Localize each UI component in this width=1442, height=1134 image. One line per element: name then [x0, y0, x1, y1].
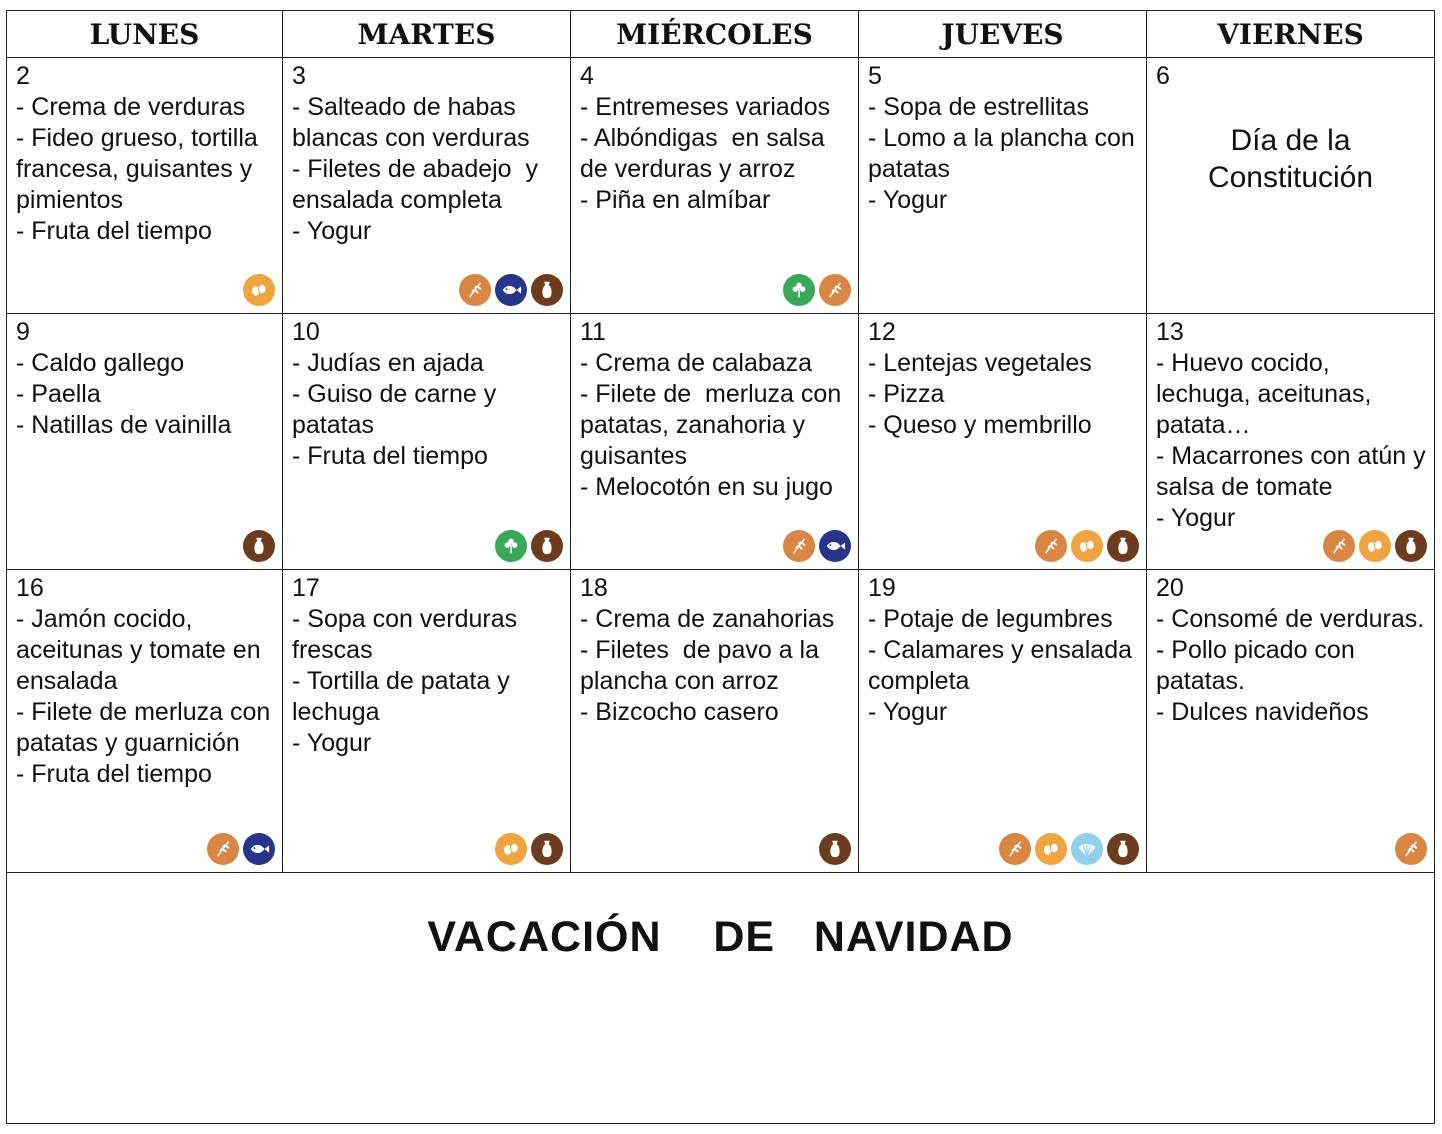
fish-icon — [243, 833, 275, 865]
day-number: 18 — [580, 574, 608, 602]
menu-dish: - Yogur — [292, 217, 372, 245]
day-cell — [1147, 314, 1435, 570]
menu-dish: - Huevo cocido, lechuga, aceitunas, patata… — [1156, 349, 1379, 439]
day-cell — [7, 570, 283, 873]
egg-icon — [1359, 530, 1391, 562]
egg-icon — [1035, 833, 1067, 865]
gluten-icon — [1323, 530, 1355, 562]
allergen-icons — [207, 833, 275, 865]
menu-dish: - Albóndigas en salsa de verduras y arroz — [580, 124, 832, 183]
day-cell — [571, 570, 859, 873]
celery-icon — [495, 530, 527, 562]
day-number: 5 — [868, 62, 882, 90]
menu-dish: - Crema de zanahorias — [580, 605, 835, 633]
menu-dish: - Filete de merluza con patatas y guarnición — [16, 698, 278, 757]
day-cell — [571, 314, 859, 570]
menu-dish: - Yogur — [292, 729, 372, 757]
allergen-icons — [495, 530, 563, 562]
day-number: 19 — [868, 574, 896, 602]
allergen-icons — [783, 274, 851, 306]
day-cell — [283, 58, 571, 314]
day-cell — [859, 570, 1147, 873]
day-cell — [7, 314, 283, 570]
menu-dish: - Filetes de abadejo y ensalada completa — [292, 155, 545, 214]
allergen-icons — [783, 530, 851, 562]
milk-icon — [1107, 833, 1139, 865]
weekday-header: MIÉRCOLES — [571, 11, 859, 58]
menu-dish: - Yogur — [868, 186, 948, 214]
celery-icon — [783, 274, 815, 306]
milk-icon — [531, 274, 563, 306]
day-cell — [859, 58, 1147, 314]
day-number: 12 — [868, 318, 896, 346]
menu-dish: - Calamares y ensalada completa — [868, 636, 1139, 695]
gluten-icon — [207, 833, 239, 865]
allergen-icons — [999, 833, 1139, 865]
fish-icon — [495, 274, 527, 306]
menu-dish: - Paella — [16, 380, 101, 408]
menu-dish: - Fruta del tiempo — [16, 217, 212, 245]
menu-dish: - Filetes de pavo a la plancha con arroz — [580, 636, 826, 695]
day-number: 17 — [292, 574, 320, 602]
menu-dish: - Caldo gallego — [16, 349, 185, 377]
day-cell — [283, 314, 571, 570]
weekday-header: MARTES — [283, 11, 571, 58]
milk-icon — [1395, 530, 1427, 562]
weekday-header: JUEVES — [859, 11, 1147, 58]
allergen-icons — [243, 274, 275, 306]
allergen-icons — [243, 530, 275, 562]
menu-dish: - Fruta del tiempo — [16, 760, 212, 788]
milk-icon — [819, 833, 851, 865]
menu-dish: - Crema de verduras — [16, 93, 246, 121]
holiday-label: Día de la Constitución — [1207, 124, 1374, 194]
day-number: 11 — [580, 318, 606, 346]
milk-icon — [531, 833, 563, 865]
egg-icon — [495, 833, 527, 865]
menu-calendar — [6, 10, 1435, 1124]
week-row — [7, 570, 1435, 873]
menu-dish: - Pollo picado con patatas. — [1156, 636, 1362, 695]
day-number: 16 — [16, 574, 44, 602]
fish-icon — [819, 530, 851, 562]
menu-dish: - Piña en almíbar — [580, 186, 771, 214]
day-number: 3 — [292, 62, 306, 90]
menu-dish: - Pizza — [868, 380, 945, 408]
allergen-icons — [495, 833, 563, 865]
gluten-icon — [1395, 833, 1427, 865]
menu-dish: - Fruta del tiempo — [292, 442, 488, 470]
allergen-icons — [1395, 833, 1427, 865]
menu-dish: - Dulces navideños — [1156, 698, 1369, 726]
menu-dish: - Sopa de estrellitas — [868, 93, 1089, 121]
mollusc-icon — [1071, 833, 1103, 865]
week-row — [7, 58, 1435, 314]
menu-dish: - Natillas de vainilla — [16, 411, 232, 439]
day-number: 4 — [580, 62, 594, 90]
day-cell — [7, 58, 283, 314]
menu-dish: - Lentejas vegetales — [868, 349, 1092, 377]
gluten-icon — [1035, 530, 1067, 562]
menu-dish: - Judías en ajada — [292, 349, 484, 377]
week-row — [7, 314, 1435, 570]
weekday-header: LUNES — [7, 11, 283, 58]
vacation-banner — [7, 873, 1435, 1124]
menu-dish: - Crema de calabaza — [580, 349, 813, 377]
day-cell — [859, 314, 1147, 570]
menu-dish: - Salteado de habas blancas con verduras — [292, 93, 530, 152]
menu-dish: - Consomé de verduras. — [1156, 605, 1425, 633]
menu-dish: - Fideo grueso, tortilla francesa, guisantes y pimientos — [16, 124, 265, 214]
menu-dish: - Yogur — [868, 698, 948, 726]
menu-dish: - Jamón cocido, aceitunas y tomate en ensalada — [16, 605, 268, 695]
day-cell — [571, 58, 859, 314]
menu-dish: - Yogur — [1156, 504, 1236, 532]
day-number: 2 — [16, 62, 30, 90]
day-number: 20 — [1156, 574, 1184, 602]
menu-dish: - Tortilla de patata y lechuga — [292, 667, 517, 726]
weekday-header-row — [7, 11, 1435, 58]
menu-dish: - Bizcocho casero — [580, 698, 779, 726]
allergen-icons — [459, 274, 563, 306]
egg-icon — [1071, 530, 1103, 562]
menu-dish: - Sopa con verduras frescas — [292, 605, 525, 664]
menu-dish: - Guiso de carne y patatas — [292, 380, 504, 439]
milk-icon — [1107, 530, 1139, 562]
day-cell — [1147, 570, 1435, 873]
menu-dish: - Lomo a la plancha con patatas — [868, 124, 1142, 183]
milk-icon — [243, 530, 275, 562]
menu-dish: - Potaje de legumbres — [868, 605, 1113, 633]
menu-dish: - Queso y membrillo — [868, 411, 1092, 439]
gluten-icon — [999, 833, 1031, 865]
gluten-icon — [819, 274, 851, 306]
menu-dish: - Macarrones con atún y salsa de tomate — [1156, 442, 1433, 501]
egg-icon — [243, 274, 275, 306]
day-number: 6 — [1156, 62, 1170, 90]
weekday-header: VIERNES — [1147, 11, 1435, 58]
menu-dish: - Entremeses variados — [580, 93, 831, 121]
milk-icon — [531, 530, 563, 562]
day-cell — [283, 570, 571, 873]
day-number: 13 — [1156, 318, 1184, 346]
day-number: 10 — [292, 318, 320, 346]
day-cell — [1147, 58, 1435, 314]
menu-dish: - Filete de merluza con patatas, zanahoria y guisantes — [580, 380, 849, 470]
vacation-text: VACACIÓN DE NAVIDAD — [427, 913, 1014, 961]
menu-dish: - Melocotón en su jugo — [580, 473, 833, 501]
allergen-icons — [819, 833, 851, 865]
allergen-icons — [1323, 530, 1427, 562]
gluten-icon — [459, 274, 491, 306]
day-number: 9 — [16, 318, 30, 346]
gluten-icon — [783, 530, 815, 562]
allergen-icons — [1035, 530, 1139, 562]
